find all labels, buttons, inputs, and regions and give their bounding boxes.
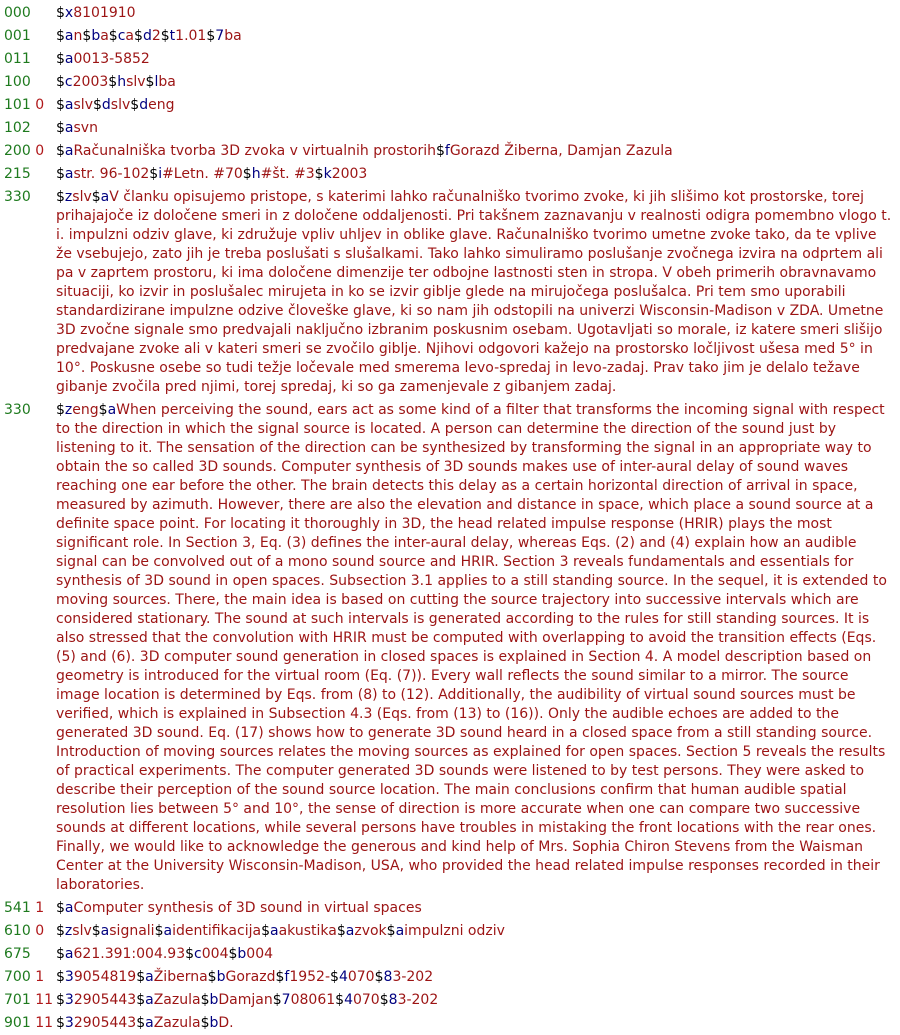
subfield-delimiter: $ — [379, 992, 389, 1008]
field-row — [0, 119, 900, 138]
subfield-value: #št. #3 — [260, 166, 315, 182]
subfield-code: b — [209, 1015, 219, 1031]
subfield-value: D. — [218, 1015, 234, 1031]
subfield-value: a — [100, 28, 109, 44]
subfield-code: f — [444, 143, 450, 159]
field-indicator: 0 — [35, 143, 45, 159]
subfield-code: a — [64, 120, 74, 136]
subfield-value: impulzni odziv — [404, 923, 505, 939]
field-tag-cell — [0, 968, 56, 987]
subfield-delimiter: $ — [374, 969, 384, 985]
subfield-code: a — [395, 923, 405, 939]
subfield-delimiter: $ — [261, 923, 270, 939]
field-tag-cell — [0, 401, 56, 420]
subfield-delimiter: $ — [335, 992, 345, 1008]
subfield-delimiter: $ — [435, 143, 445, 159]
subfield-code: a — [64, 900, 74, 916]
subfield-delimiter: $ — [56, 969, 65, 985]
subfield-value: eng — [148, 97, 175, 113]
subfield-value: slv — [72, 189, 92, 205]
field-tag: 330 — [4, 189, 31, 205]
subfield-value: 2003 — [72, 74, 109, 90]
field-tag-cell — [0, 922, 56, 941]
subfield-value: Računalniška tvorba 3D zvoka v virtualnih prostorih — [73, 143, 436, 159]
subfield-value: slv — [72, 923, 92, 939]
field-row — [0, 899, 900, 918]
subfield-delimiter: $ — [56, 28, 65, 44]
subfield-code: a — [64, 143, 74, 159]
field-tag: 541 — [4, 900, 31, 916]
field-row — [0, 27, 900, 46]
subfield-delimiter: $ — [275, 969, 285, 985]
subfield-delimiter: $ — [160, 28, 170, 44]
field-tag-cell — [0, 991, 56, 1010]
subfield-value: Computer synthesis of 3D sound in virtual spaces — [73, 900, 422, 916]
subfield-delimiter: $ — [56, 946, 65, 962]
field-value — [56, 119, 900, 138]
subfield-code: b — [91, 28, 101, 44]
subfield-value: 3-202 — [397, 992, 439, 1008]
subfield-code: z — [64, 189, 73, 205]
subfield-value: 1.01 — [175, 28, 207, 44]
field-row — [0, 4, 900, 23]
subfield-value: 2905443 — [73, 1015, 137, 1031]
subfield-value: ba — [224, 28, 242, 44]
subfield-code: 4 — [338, 969, 348, 985]
field-value — [56, 96, 900, 115]
subfield-code: c — [194, 946, 202, 962]
subfield-delimiter: $ — [56, 74, 65, 90]
field-value — [56, 27, 900, 46]
subfield-value: Damjan — [218, 992, 273, 1008]
field-value — [56, 165, 900, 184]
subfield-code: k — [323, 166, 332, 182]
subfield-delimiter: $ — [130, 97, 140, 113]
subfield-value: Žiberna — [153, 969, 208, 985]
subfield-code: a — [345, 923, 355, 939]
subfield-value: 08061 — [290, 992, 336, 1008]
subfield-code: a — [107, 402, 117, 418]
subfield-code: b — [237, 946, 247, 962]
subfield-delimiter: $ — [330, 969, 339, 985]
subfield-delimiter: $ — [272, 992, 282, 1008]
subfield-value: #Letn. #70 — [162, 166, 243, 182]
field-tag-cell — [0, 188, 56, 207]
subfield-code: 3 — [64, 1015, 74, 1031]
field-tag: 700 — [4, 969, 31, 985]
subfield-code: 7 — [281, 992, 291, 1008]
subfield-code: d — [142, 28, 152, 44]
subfield-delimiter: $ — [92, 97, 102, 113]
subfield-value: zvok — [354, 923, 387, 939]
subfield-delimiter: $ — [242, 166, 252, 182]
field-tag-cell — [0, 1014, 56, 1033]
field-row — [0, 945, 900, 964]
subfield-value: 2905443 — [73, 992, 137, 1008]
field-tag-cell — [0, 4, 56, 23]
field-value — [56, 401, 900, 895]
subfield-value: 0013-5852 — [73, 51, 150, 67]
subfield-value: signali — [109, 923, 155, 939]
subfield-value: slv — [73, 97, 93, 113]
subfield-delimiter: $ — [314, 166, 324, 182]
subfield-value: n — [73, 28, 83, 44]
field-value — [56, 899, 900, 918]
subfield-value: 004 — [201, 946, 229, 962]
field-row — [0, 50, 900, 69]
field-tag: 100 — [4, 74, 31, 90]
subfield-value: slv — [126, 74, 146, 90]
field-value — [56, 50, 900, 69]
field-row — [0, 142, 900, 161]
subfield-code: h — [251, 166, 261, 182]
subfield-delimiter: $ — [82, 28, 92, 44]
subfield-value: 1952- — [289, 969, 331, 985]
field-row — [0, 922, 900, 941]
field-tag: 102 — [4, 120, 31, 136]
subfield-code: a — [64, 28, 74, 44]
subfield-delimiter: $ — [56, 166, 65, 182]
subfield-code: t — [169, 28, 176, 44]
subfield-code: a — [145, 969, 154, 985]
subfield-delimiter: $ — [136, 1015, 146, 1031]
subfield-code: z — [64, 402, 73, 418]
subfield-delimiter: $ — [136, 969, 146, 985]
subfield-delimiter: $ — [108, 74, 118, 90]
subfield-code: x — [64, 5, 74, 21]
subfield-value: 070 — [347, 969, 375, 985]
subfield-code: h — [117, 74, 127, 90]
subfield-delimiter: $ — [185, 946, 195, 962]
field-tag: 001 — [4, 28, 31, 44]
subfield-delimiter: $ — [336, 923, 346, 939]
subfield-value: svn — [73, 120, 98, 136]
subfield-delimiter: $ — [56, 5, 65, 21]
field-row — [0, 1014, 900, 1033]
field-tag: 101 — [4, 97, 31, 113]
field-tag-cell — [0, 142, 56, 161]
subfield-code: a — [64, 97, 74, 113]
subfield-delimiter: $ — [386, 923, 396, 939]
subfield-value: V članku opisujemo pristope, s katerimi lahko računalniško tvorimo zvoke, ki jih slišimo kot prostorske, torej prihajajoče iz določene smeri in z določene oddaljenosti. Pri takšnem zaznavanju v realnosti odigra pomembno vlogo t. i. impulzni odziv glave, ki združuje vpliv uhljev in oblike glave. Računalniško tvorimo umetne zvoke tako, da te vplive že vsebujejo, zato jih je treba poslušati s slušalkami. Tako lahko simuliramo poslušanje zvočnega izvira na odprtem ali pa v zaprtem prostoru, ki ima določene dimenzije ter odbojne lastnosti sten in stropa. V obeh primerih obravnavamo situaciji, ko izvir in poslušalec mirujeta in ko se izvir giblje glede na mirujočega poslušalca. Pri tem smo uporabili standardizirane impulzne odzive človeške glave, ki so nam jih odstopili na univerzi Wisconsin-Madison v ZDA. Umetne 3D zvočne signale smo predvajali naključno izbranim poskusnim osebam. Ugotavljati so morale, iz katere smeri slišijo predvajane zvoke ali v kateri smeri se zvočilo giblje. Njihovi odgovori kažejo na prostorsko ločljivost ušesa med 5° in 10°. Poskusne osebe so tudi težje ločevale med smerema levo-spredaj in levo-zadaj. Prav tako jim je delalo težave gibanje zvočila pred njimi, torej spredaj, ki so ga zamenjevale z gibanjem zadaj. — [56, 189, 892, 395]
subfield-code: d — [101, 97, 111, 113]
field-tag-cell — [0, 899, 56, 918]
field-tag: 011 — [4, 51, 31, 67]
subfield-delimiter: $ — [56, 1015, 65, 1031]
field-tag-cell — [0, 119, 56, 138]
subfield-code: d — [139, 97, 149, 113]
subfield-value: a — [125, 28, 135, 44]
field-tag-cell — [0, 50, 56, 69]
field-value — [56, 945, 900, 964]
field-row — [0, 968, 900, 987]
subfield-code: z — [64, 923, 73, 939]
field-value — [56, 1014, 900, 1033]
subfield-delimiter: $ — [56, 97, 65, 113]
subfield-value: 621.391:004.93 — [73, 946, 186, 962]
subfield-value: str. 96-102 — [73, 166, 150, 182]
field-indicator: 1 — [35, 900, 45, 916]
subfield-code: 4 — [344, 992, 353, 1008]
subfield-delimiter: $ — [56, 900, 65, 916]
field-tag: 675 — [4, 946, 31, 962]
field-row — [0, 96, 900, 115]
subfield-delimiter: $ — [56, 143, 65, 159]
field-value — [56, 73, 900, 92]
subfield-delimiter: $ — [56, 923, 65, 939]
field-tag: 330 — [4, 402, 31, 418]
field-indicator: 0 — [35, 923, 45, 939]
field-row — [0, 401, 900, 895]
subfield-value: slv — [110, 97, 131, 113]
field-value — [56, 922, 900, 941]
subfield-value: ba — [158, 74, 176, 90]
field-value — [56, 991, 900, 1010]
subfield-code: 8 — [388, 992, 398, 1008]
subfield-value: 2003 — [331, 166, 368, 182]
field-value — [56, 142, 900, 161]
field-indicator: 0 — [35, 97, 45, 113]
field-row — [0, 188, 900, 397]
subfield-code: a — [64, 51, 74, 67]
subfield-value: Gorazd — [225, 969, 276, 985]
subfield-delimiter: $ — [149, 166, 159, 182]
subfield-value: 3-202 — [392, 969, 434, 985]
subfield-delimiter: $ — [200, 1015, 210, 1031]
subfield-delimiter: $ — [206, 28, 216, 44]
subfield-delimiter: $ — [56, 51, 65, 67]
subfield-code: a — [145, 992, 154, 1008]
subfield-delimiter: $ — [134, 28, 143, 44]
subfield-code: b — [216, 969, 226, 985]
field-tag-cell — [0, 73, 56, 92]
field-tag: 000 — [4, 5, 31, 21]
subfield-delimiter: $ — [207, 969, 217, 985]
subfield-code: c — [117, 28, 126, 44]
subfield-delimiter: $ — [154, 923, 164, 939]
subfield-code: l — [154, 74, 159, 90]
subfield-value: 070 — [352, 992, 380, 1008]
field-tag: 610 — [4, 923, 31, 939]
field-tag: 200 — [4, 143, 31, 159]
subfield-code: 7 — [215, 28, 225, 44]
field-tag-cell — [0, 96, 56, 115]
subfield-delimiter: $ — [56, 120, 65, 136]
subfield-code: a — [64, 946, 74, 962]
subfield-delimiter: $ — [56, 189, 65, 205]
subfield-value: When perceiving the sound, ears act as some kind of a filter that transforms the incoming signal with respect to the direction in which the signal source is located. A person can determine the direction of the sound just by listening to it. The sensation of the direction can be synthesized by transforming the signal in an appropriate way to obtain the so called 3D sounds. Computer synthesis of 3D sounds makes use of inter-aural delay of sound waves reaching one ear before the other. The brain detects this delay as a certain horizontal direction of arrival in space, measured by azimuth. However, there are also the elevation and distance in space, which place a sound source at a definite space point. For locating it thoroughly in 3D, the head related impulse response (HRIR) plays the most significant role. In Section 3, Eq. (3) defines the inter-aural delay, whereas Eqs. (2) and (4) explain how an audible signal can be convolved out of a mono sound source and HRIR. Section 3 reveals fundamentals and essentials for synthesis of 3D sound in open spaces. Subsection 3.1 applies to a still standing source. In the sequel, it is extended to moving sources. There, the main idea is based on cutting the source trajectory into successive intervals which are considered stationary. The sound at such intervals is generated according to the rules for still standing sources. It is also stressed that the convolution with HRIR must be computed with overlapping to avoid the transition effects (Eqs. (5) and (6). 3D computer sound generation in closed spaces is explained in Section 4. A model description based on geometry is introduced for the virtual room (Eq. (7)). Every wall reflects the sound similar to a mirror. The source image location is determined by Eqs. from (8) to (12). Additionally, the audibility of virtual sound sources must be verified, which is explained in Subsection 4.3 (Eqs. from (13) to (16)). Only the audible echoes are added to the generated 3D sound. Eq. (17) shows how to generate 3D sound heard in a closed space from a still standing source. Introduction of moving sources relates the moving sources as explained for open spaces. Section 5 reveals the results of practical experiments. The computer generated 3D sounds were listened to by test persons. They were asked to describe their perception of the sound source location. The main conclusions confirm that human audible spatial resolution lies between 5° and 10°, the sense of direction is more accurate when one can compare two successive sounds at different locations, while several persons have troubles in mistaking the front locations with the rear ones. Finally, we would like to acknowledge the generous and kind help of Mrs. Sophia Chiron Stevens from the Waisman Center at the University Wisconsin-Madison, USA, who provided the head related impulse responses recorded in their laboratories. — [56, 402, 887, 893]
subfield-delimiter: $ — [91, 189, 101, 205]
subfield-code: a — [100, 189, 110, 205]
subfield-code: a — [64, 166, 74, 182]
subfield-value: akustika — [278, 923, 337, 939]
subfield-code: i — [158, 166, 163, 182]
field-indicator: 1 — [35, 969, 45, 985]
field-row — [0, 991, 900, 1010]
subfield-code: 3 — [64, 969, 74, 985]
subfield-delimiter: $ — [98, 402, 108, 418]
subfield-delimiter: $ — [91, 923, 101, 939]
subfield-value: 9054819 — [73, 969, 137, 985]
field-indicator: 11 — [35, 1015, 54, 1031]
subfield-delimiter: $ — [136, 992, 146, 1008]
subfield-code: 8 — [383, 969, 393, 985]
field-row — [0, 165, 900, 184]
field-row — [0, 73, 900, 92]
subfield-delimiter: $ — [145, 74, 155, 90]
field-indicator: 11 — [35, 992, 54, 1008]
subfield-value: 2 — [151, 28, 161, 44]
subfield-code: 3 — [64, 992, 74, 1008]
field-tag-cell — [0, 27, 56, 46]
subfield-code: a — [100, 923, 110, 939]
field-value — [56, 968, 900, 987]
subfield-value: Zazula — [153, 992, 201, 1008]
subfield-code: a — [269, 923, 279, 939]
subfield-code: a — [145, 1015, 154, 1031]
subfield-delimiter: $ — [56, 992, 65, 1008]
subfield-value: 8101910 — [73, 5, 136, 21]
field-value — [56, 188, 900, 397]
subfield-value: identifikacija — [172, 923, 262, 939]
subfield-value: Gorazd Žiberna, Damjan Zazula — [449, 143, 673, 159]
field-tag-cell — [0, 945, 56, 964]
subfield-value: Zazula — [153, 1015, 201, 1031]
subfield-code: a — [163, 923, 173, 939]
subfield-delimiter: $ — [200, 992, 210, 1008]
subfield-delimiter: $ — [56, 402, 65, 418]
subfield-code: c — [64, 74, 73, 90]
subfield-delimiter: $ — [228, 946, 238, 962]
subfield-delimiter: $ — [108, 28, 118, 44]
field-tag-cell — [0, 165, 56, 184]
field-tag: 701 — [4, 992, 31, 1008]
subfield-value: 004 — [246, 946, 274, 962]
subfield-code: b — [209, 992, 219, 1008]
field-value — [56, 4, 900, 23]
field-tag: 215 — [4, 166, 31, 182]
field-tag: 901 — [4, 1015, 31, 1031]
subfield-value: eng — [72, 402, 99, 418]
subfield-code: f — [284, 969, 290, 985]
